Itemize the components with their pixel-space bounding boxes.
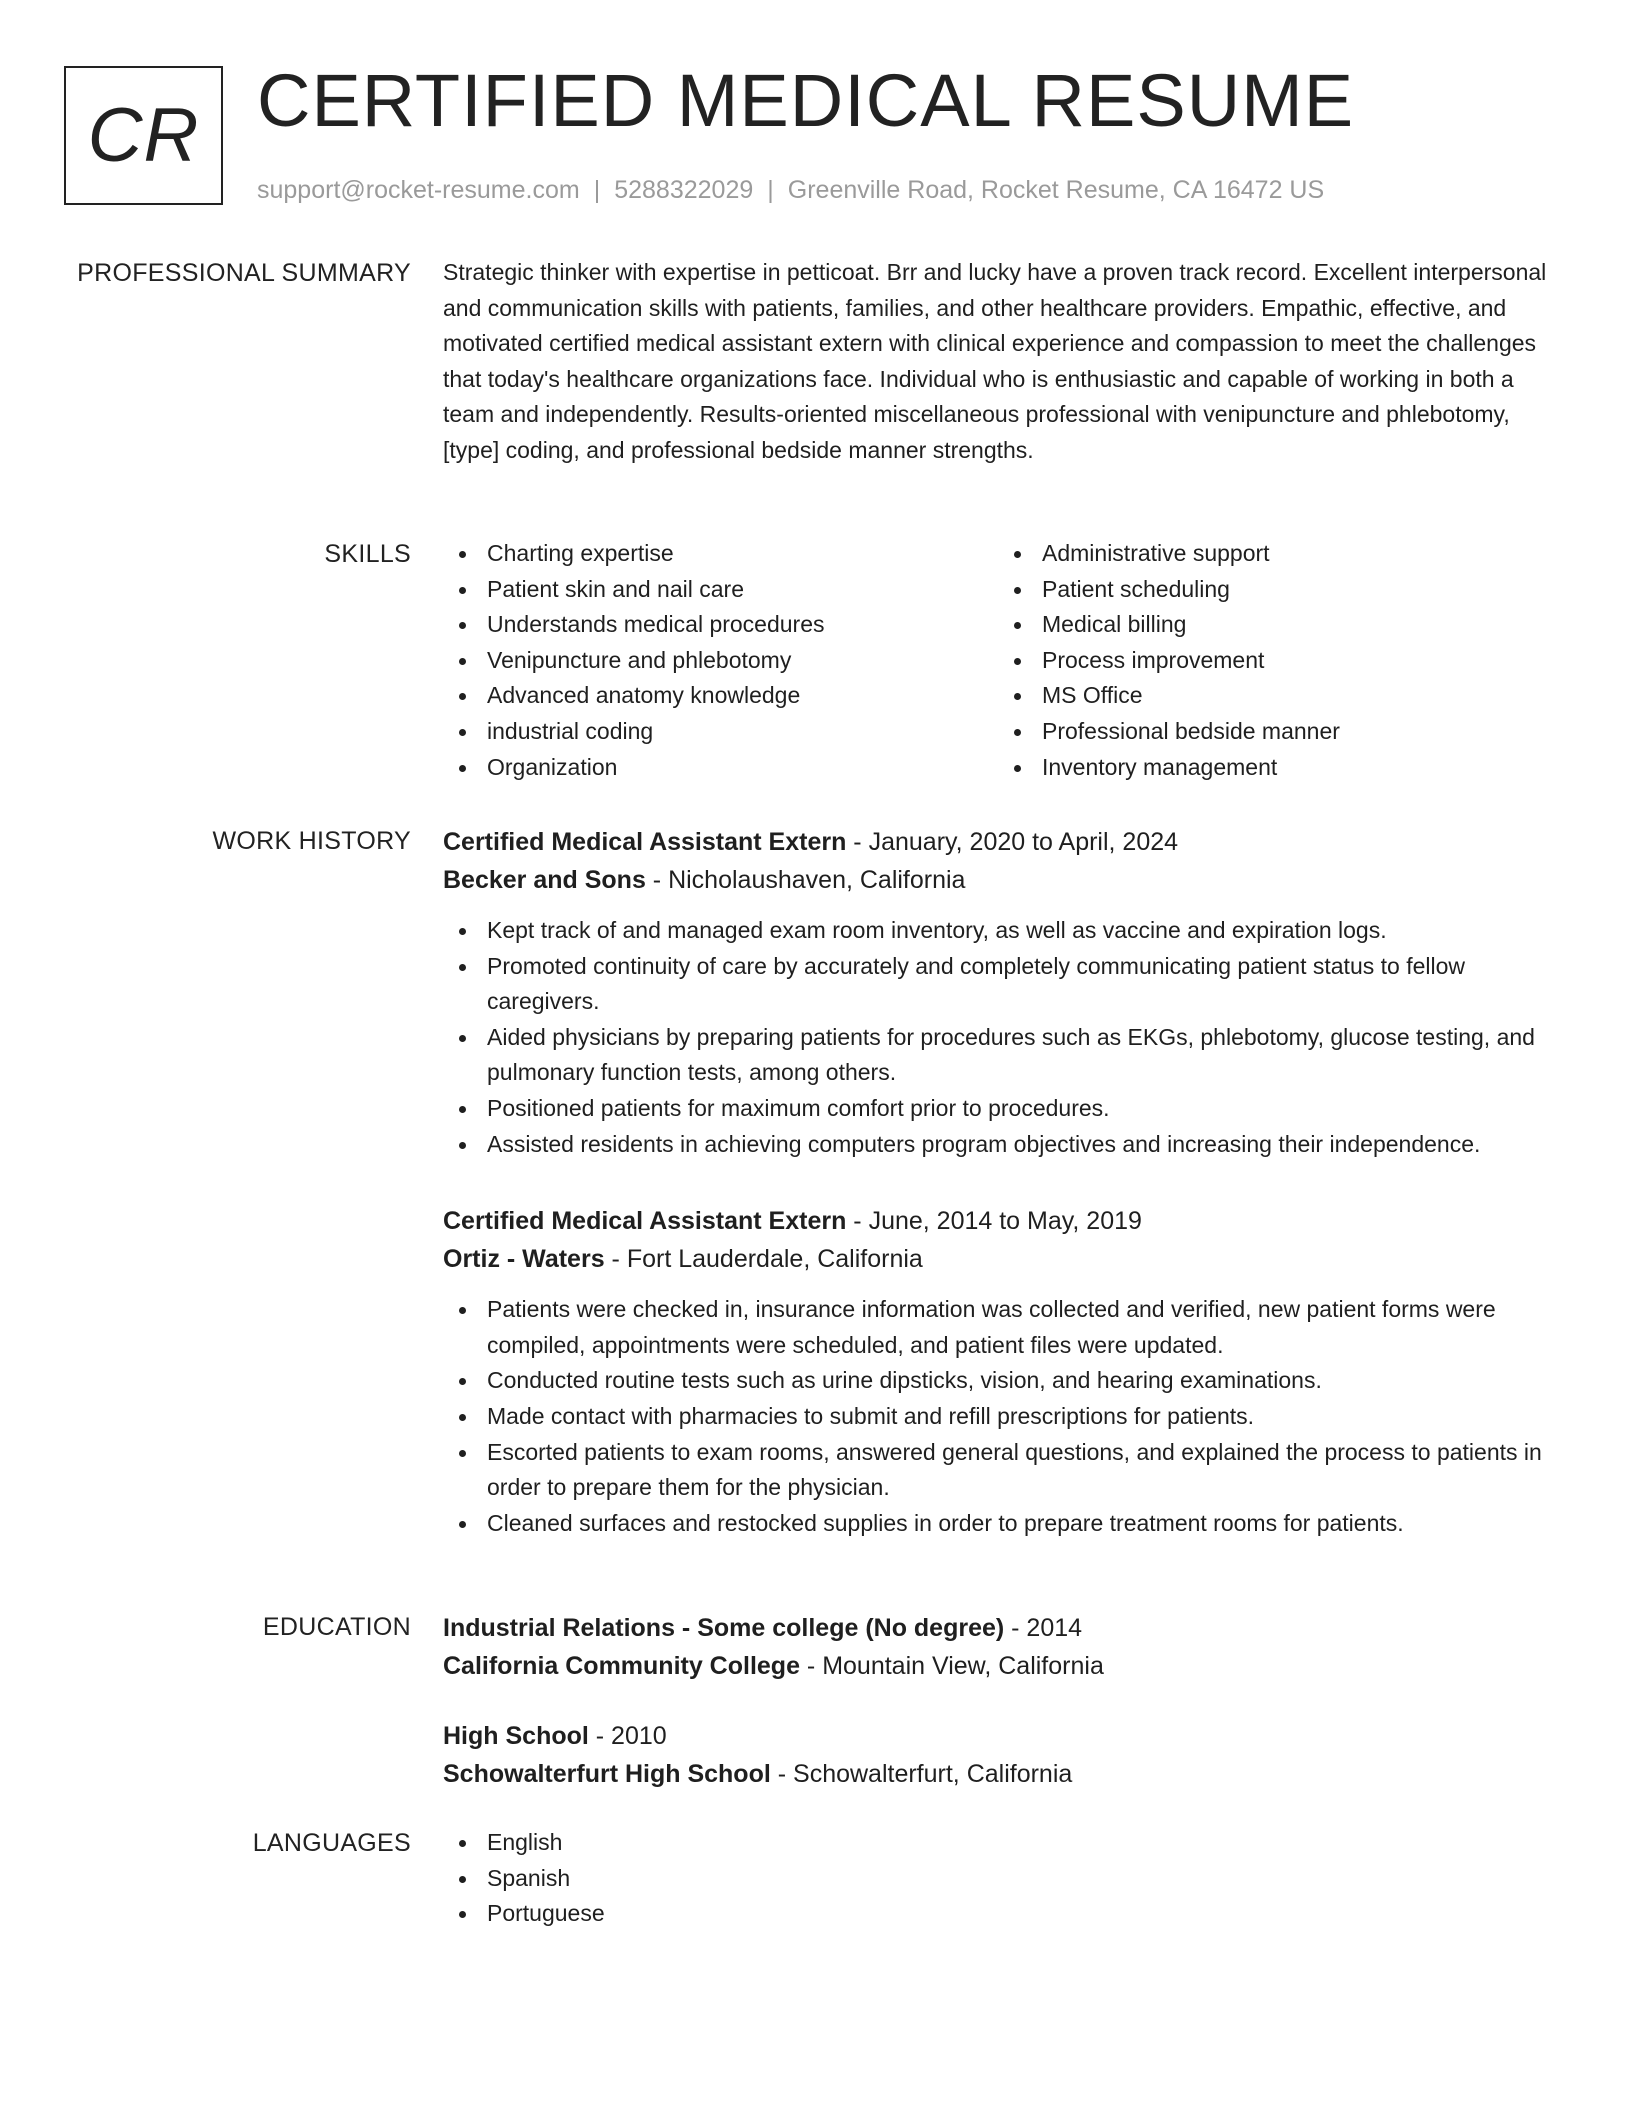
skill-item: Understands medical procedures [487,607,998,643]
skill-item: Process improvement [1042,643,1553,679]
work-content [443,823,1553,1581]
contact-email[interactable]: support@rocket-resume.com [257,176,580,204]
education-degree-line [443,1717,1553,1755]
education-school-line [443,1755,1553,1793]
education-degree-line [443,1609,1553,1647]
job-title: Certified Medical Assistant Extern [443,1207,847,1236]
education-location: - Mountain View, California [799,1652,1104,1680]
summary-text: Strategic thinker with expertise in petticoat. Brr and lucky have a proven track record. Excellent interpersonal and communication skills with patients, families, and other healthcare providers. Empathic, effective, and motivated certified medical assistant extern with clinical experience and compassion to meet the challenges that today's healthcare organizations face. Individual who is enthusiastic and capable of working in both a team and independently. Results-oriented miscellaneous professional with venipuncture and phlebotomy, [type] coding, and professional bedside manner strengths. [443,259,1547,463]
education-entry [443,1609,1553,1685]
skill-item: Venipuncture and phlebotomy [487,643,998,679]
monogram-logo: CR [64,66,223,205]
contact-separator: | [593,176,601,204]
education-location: - Schowalterfurt, California [770,1760,1073,1788]
skill-item: Advanced anatomy knowledge [487,678,998,714]
job-bullet: Cleaned surfaces and restocked supplies in order to prepare treatment rooms for patients. [487,1506,1553,1542]
education-degree: Industrial Relations - Some college (No degree) [443,1614,1005,1642]
resume-title: CERTIFIED MEDICAL RESUME [257,59,1355,142]
skills-content [443,536,1553,785]
summary-content [443,255,1553,469]
skill-item: Administrative support [1042,536,1553,572]
job-bullet: Promoted continuity of care by accurately and completely communicating patient status to fellow caregivers. [487,949,1553,1020]
contact-phone[interactable]: 5288322029 [614,176,754,204]
job-title: Certified Medical Assistant Extern [443,828,847,856]
education-year: - 2014 [1004,1614,1083,1642]
section-label-summary: PROFESSIONAL SUMMARY [77,259,411,287]
job-entry [443,1202,1553,1541]
job-title-line [443,1202,1553,1240]
job-bullet: Assisted residents in achieving computers program objectives and increasing their independence. [487,1127,1553,1163]
skill-item: Charting expertise [487,536,998,572]
job-bullet: Patients were checked in, insurance information was collected and verified, new patient forms were compiled, appointments were scheduled, and patient files were updated. [487,1292,1553,1363]
job-company: Ortiz - Waters [443,1245,605,1274]
skill-item: Professional bedside manner [1042,714,1553,750]
job-title-line [443,823,1553,861]
skill-item: Patient scheduling [1042,572,1553,608]
job-dates: - January, 2020 to April, 2024 [846,828,1179,856]
job-bullet: Aided physicians by preparing patients for procedures such as EKGs, phlebotomy, glucose testing, and pulmonary function tests, among others. [487,1020,1553,1091]
language-item: Portuguese [487,1896,1553,1932]
education-school-line [443,1647,1553,1685]
job-bullets [443,1292,1553,1541]
job-company-line [443,1240,1553,1278]
skill-item: industrial coding [487,714,998,750]
skill-item: Medical billing [1042,607,1553,643]
job-bullet: Made contact with pharmacies to submit and refill prescriptions for patients. [487,1399,1553,1435]
contact-separator: | [767,176,774,204]
skill-item: Inventory management [1042,750,1553,786]
language-item: Spanish [487,1861,1553,1897]
job-bullet: Kept track of and managed exam room inventory, as well as vaccine and expiration logs. [487,913,1553,949]
job-dates: - June, 2014 to May, 2019 [846,1207,1142,1236]
skills-list-right [998,536,1553,785]
education-year: - 2010 [588,1722,667,1750]
job-company: Becker and Sons [443,866,646,894]
education-degree: High School [443,1722,589,1750]
job-entry [443,823,1553,1162]
skill-item: Organization [487,750,998,786]
section-label-skills: SKILLS [324,540,411,568]
education-content [443,1609,1553,1825]
job-bullet: Positioned patients for maximum comfort prior to procedures. [487,1091,1553,1127]
section-label-education: EDUCATION [262,1613,411,1641]
job-location: - Nicholaushaven, California [645,866,966,894]
education-school: Schowalterfurt High School [443,1760,771,1788]
education-entry [443,1717,1553,1793]
skills-list-left [443,536,998,785]
section-label-languages: LANGUAGES [252,1829,411,1857]
section-label-work: WORK HISTORY [212,827,411,855]
languages-list [443,1825,1553,1932]
job-location: - Fort Lauderdale, California [604,1245,923,1274]
contact-line [257,172,1324,208]
contact-address: Greenville Road, Rocket Resume, CA 16472 US [787,176,1325,204]
job-bullets [443,913,1553,1162]
job-bullet: Conducted routine tests such as urine dipsticks, vision, and hearing examinations. [487,1363,1553,1399]
job-bullet: Escorted patients to exam rooms, answered general questions, and explained the process to patients in order to prepare them for the physician. [487,1435,1553,1506]
job-company-line [443,861,1553,899]
skill-item: Patient skin and nail care [487,572,998,608]
language-item: English [487,1825,1553,1861]
skill-item: MS Office [1042,678,1553,714]
languages-content [443,1825,1553,1932]
education-school: California Community College [443,1652,800,1680]
